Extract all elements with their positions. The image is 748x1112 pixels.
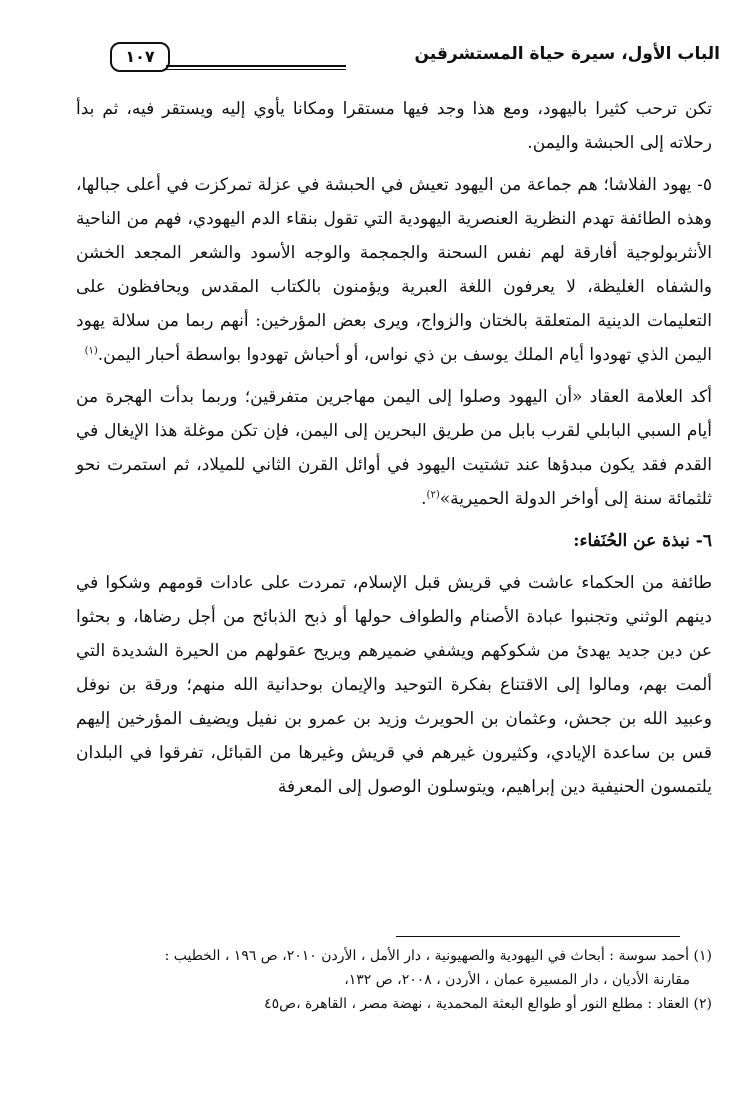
footnotes [76, 944, 712, 1016]
footnote-separator [396, 936, 680, 937]
header-rule [166, 65, 346, 70]
section-heading: ٦- نبذة عن الحُنَفاء: [573, 531, 712, 551]
paragraph-end: . [421, 489, 427, 509]
paragraph-aqqad [76, 380, 712, 516]
footnote-1: (١) أحمد سوسة : أبحاث في اليهودية والصهيونية ، دار الأمل ، الأردن ٢٠١٠، ص ١٩٦ ، الخطيب : [164, 948, 712, 964]
footnote-1-continuation: مقارنة الأديان ، دار المسيرة عمان ، الأردن ، ٢٠٠٨، ص ١٣٢، [344, 972, 690, 988]
paragraph-hunafa: طائفة من الحكماء عاشت في قريش قبل الإسلام، تمردت على عادات قومهم وشكوا في دينهم الوثني وتجنبوا عبادة الأصنام والطواف حولها أو ذبح الذبائح من أجل رضاها، و بحثوا عن دين جديد يهدئ من شكوكهم ويشفي ضميرهم ويريح عقولهم من الحيرة الشديدة التي ألمت بهم، ومالوا إلى الاقتناع بفكرة التوحيد والإيمان بوحدانية الله منهم؛ ورقة بن نوفل وعبيد الله بن جحش، وعثمان بن الحويرث وزيد بن عمرو بن نفيل ويضيف المؤرخين إليهم قس بن ساعدة الإيادي، وكثيرون غيرهم في قريش وغيرها من القبائل، تفرقوا في البلدان يلتمسون الحنيفية دين إبراهيم، ويتوسلون الوصول إلى المعرفة [76, 573, 712, 797]
page-number-box: ١٠٧ [110, 42, 170, 72]
running-title: الباب الأول، سيرة حياة المستشرقين [414, 44, 720, 64]
paragraph-continuation: تكن ترحب كثيرا باليهود، ومع هذا وجد فيها مستقرا ومكانا يأوي إليه ويستقر فيه، ثم بدأ رحلاته إلى الحبشة واليمن. [76, 99, 712, 153]
item-number: ٥- [697, 175, 712, 195]
page-header [100, 38, 720, 78]
list-item-5 [76, 168, 712, 372]
paragraph-text: أكد العلامة العقاد «أن اليهود وصلوا إلى اليمن مهاجرين متفرقين؛ وربما بدأت الهجرة من أيام السبي البابلي لقرب بابل من طريق البحرين إلى اليمن، فإن تكن موغلة هذا الإيغال في القدم فقد يكون مبدؤها عند تشتيت اليهود في أوائل القرن الثاني للميلاد، ثم استمرت نحو ثلثمائة سنة إلى أواخر الدولة الحميرية» [76, 387, 712, 509]
item-text: يهود الفلاشا؛ هم جماعة من اليهود تعيش في الحبشة في عزلة تمركزت في أعلى جبالها، وهذه الطائفة تهدم النظرية العنصرية اليهودية التي تقول بنقاء الدم اليهودي، فهم من الناحية الأنثربولوجية أفارقة لهم نفس السحنة والجمجمة والوجه الأسود والشعر المجعد الخشن والشفاه الغليظة، لا يعرفون اللغة العبرية ويؤمنون بالكتاب المقدس ويحافظون على التعليمات الدينية المتعلقة بالختان والزواج، ويرى بعض المؤرخين: أنهم ربما من سلالة يهود اليمن الذي تهودوا أيام الملك يوسف بن ذي نواس، أو أحباش تهودوا بواسطة أحبار اليمن. [76, 175, 712, 365]
footnote-ref-1: (١) [84, 345, 98, 357]
footnote-ref-2: (٢) [426, 489, 440, 501]
body-text [76, 92, 712, 812]
footnote-2: (٢) العقاد : مطلع النور أو طوالع البعثة المحمدية ، نهضة مصر ، القاهرة ،ص٤٥ [264, 996, 712, 1012]
